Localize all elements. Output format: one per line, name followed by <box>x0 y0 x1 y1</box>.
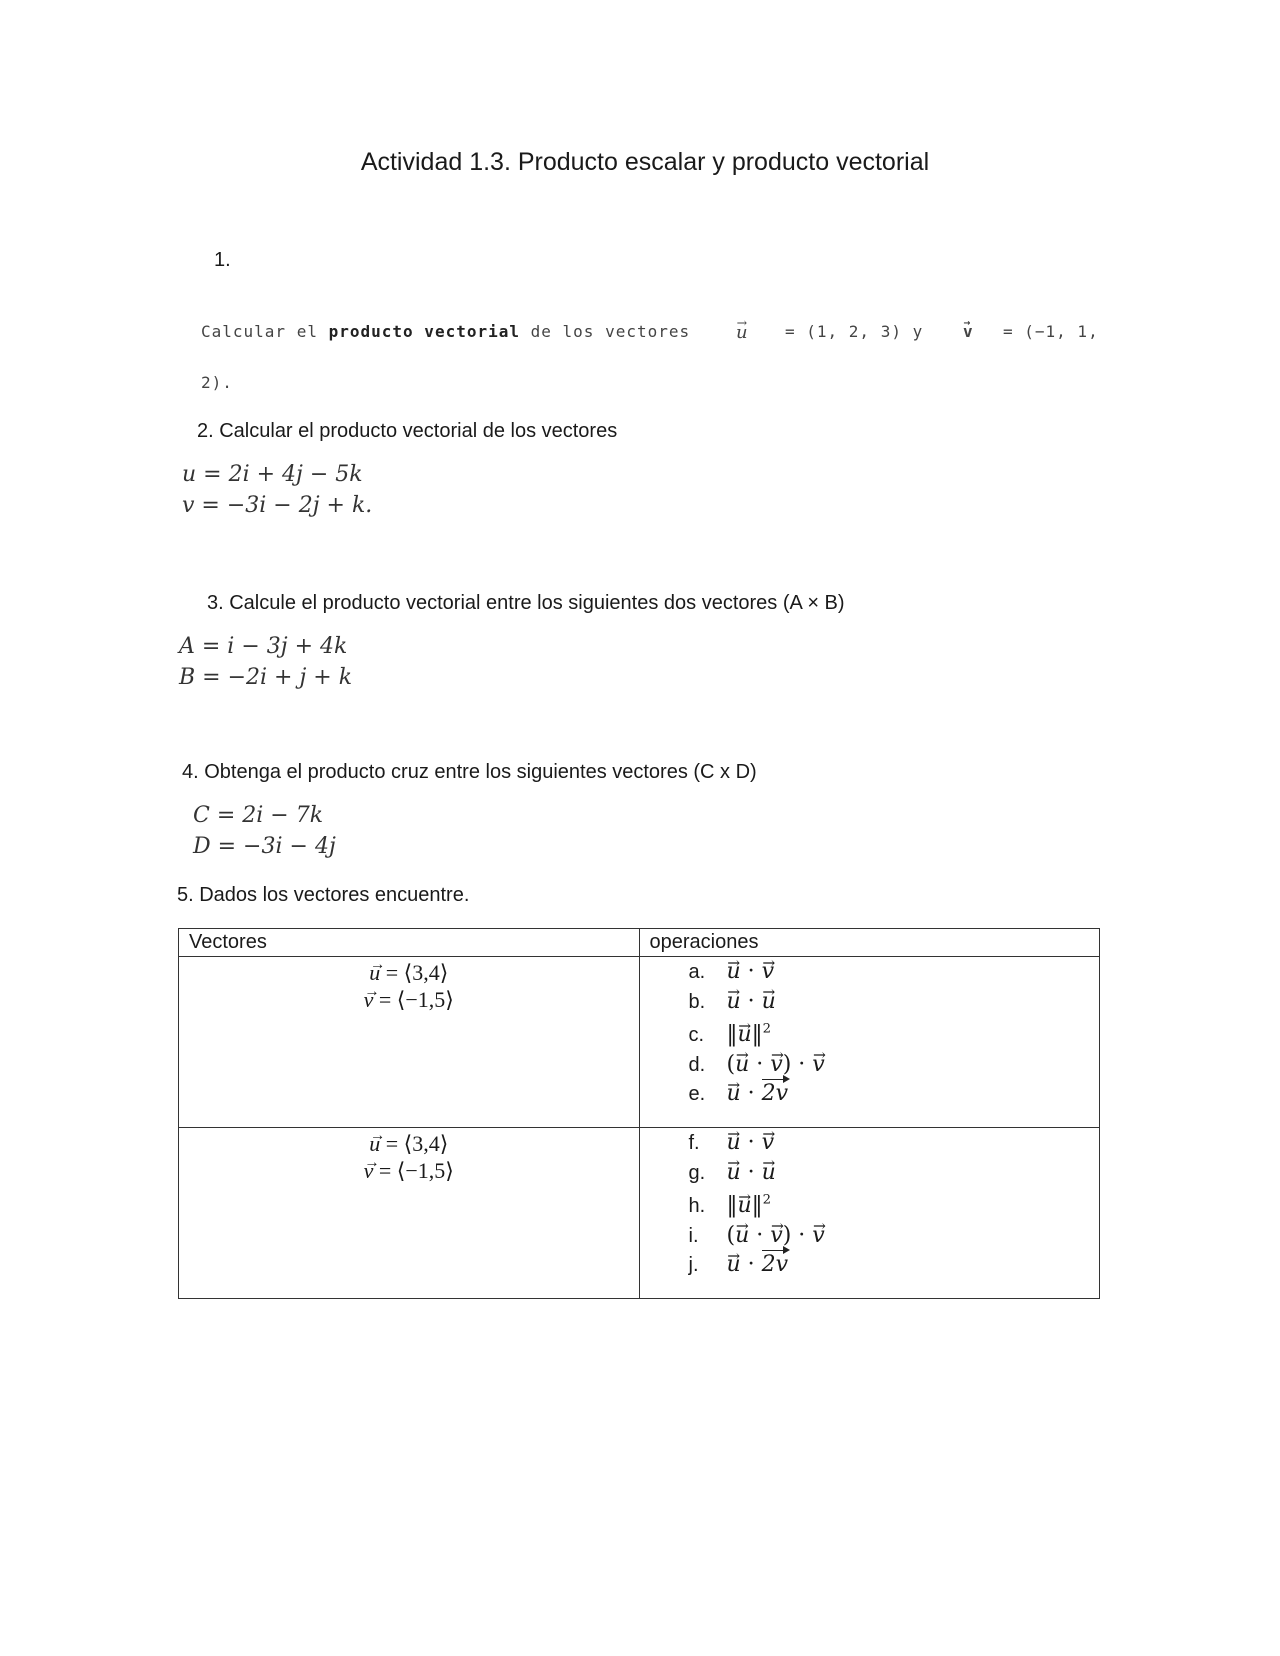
q5-text: 5. Dados los vectores encuentre. <box>177 884 470 906</box>
q2-line1: u = 2i + 4j − 5k <box>182 462 363 487</box>
vector-u-def: → u = ⟨3,4⟩ <box>179 1130 639 1157</box>
list-item: b.→ u · → u <box>689 987 1100 1017</box>
q1-statement <box>201 322 690 341</box>
q4-math <box>193 800 336 862</box>
q3-line2: B = −2i + j + k <box>179 665 353 690</box>
vector-u-def: → u = ⟨3,4⟩ <box>179 959 639 986</box>
q1-number: 1. <box>214 249 231 271</box>
q2-math <box>182 459 372 521</box>
vector-v-def: → v = ⟨−1,5⟩ <box>179 1157 639 1184</box>
list-item: c. ‖→ u‖$^2$ <box>689 1016 1100 1050</box>
list-item: d. (→ u · → v) · → v <box>689 1050 1100 1080</box>
q1-v-symbol: → v <box>963 322 974 341</box>
list-item: e.→ u · 2v <box>689 1079 1100 1109</box>
operations-cell <box>639 957 1100 1128</box>
list-item: a.→ u · → v <box>689 957 1100 987</box>
q2-text: 2. Calcular el producto vectorial de los vectores <box>197 420 618 442</box>
q1-bold: producto vectorial <box>328 322 520 341</box>
vectors-cell <box>179 957 640 1128</box>
q1-vector-v <box>963 322 974 341</box>
q4-line2: D = −3i − 4j <box>193 834 336 859</box>
q3-text: 3. Calcule el producto vectorial entre los siguientes dos vectores (A × B) <box>207 592 845 614</box>
operations-list <box>640 957 1100 1109</box>
q1-u-value: = (1, 2, 3) y <box>785 322 924 341</box>
operations-table <box>178 928 1100 1299</box>
q1-prefix: Calcular el <box>201 322 318 341</box>
operations-cell <box>639 1128 1100 1299</box>
list-item: j.→ u · 2v <box>689 1250 1100 1280</box>
vector-v-def: → v = ⟨−1,5⟩ <box>179 986 639 1013</box>
col-header-operaciones: operaciones <box>639 929 1100 957</box>
table-header-row <box>179 929 1100 957</box>
q4-line1: C = 2i − 7k <box>193 803 324 828</box>
q1-continuation: 2). <box>201 373 233 392</box>
q1-v-value: = (−1, 1, <box>1003 322 1099 341</box>
q3-line1: A = i − 3j + 4k <box>179 634 348 659</box>
q1-u-symbol: → u <box>736 322 749 343</box>
list-item: h. ‖→ u‖$^2$ <box>689 1187 1100 1221</box>
list-item: i. (→ u · → v) · → v <box>689 1221 1100 1251</box>
page-title: Actividad 1.3. Producto escalar y producto vectorial <box>360 148 930 176</box>
list-item: g.→ u · → u <box>689 1158 1100 1188</box>
operations-list <box>640 1128 1100 1280</box>
q2-line2: v = −3i − 2j + k. <box>182 493 373 518</box>
col-header-vectores: Vectores <box>179 929 640 957</box>
table-row <box>179 1128 1100 1299</box>
list-item: f.→ u · → v <box>689 1128 1100 1158</box>
q1-middle: de los vectores <box>530 322 691 341</box>
table-row <box>179 957 1100 1128</box>
vectors-cell <box>179 1128 640 1299</box>
q4-text: 4. Obtenga el producto cruz entre los siguientes vectores (C x D) <box>182 761 757 783</box>
q3-math <box>179 631 352 693</box>
q1-vector-u <box>736 322 749 343</box>
